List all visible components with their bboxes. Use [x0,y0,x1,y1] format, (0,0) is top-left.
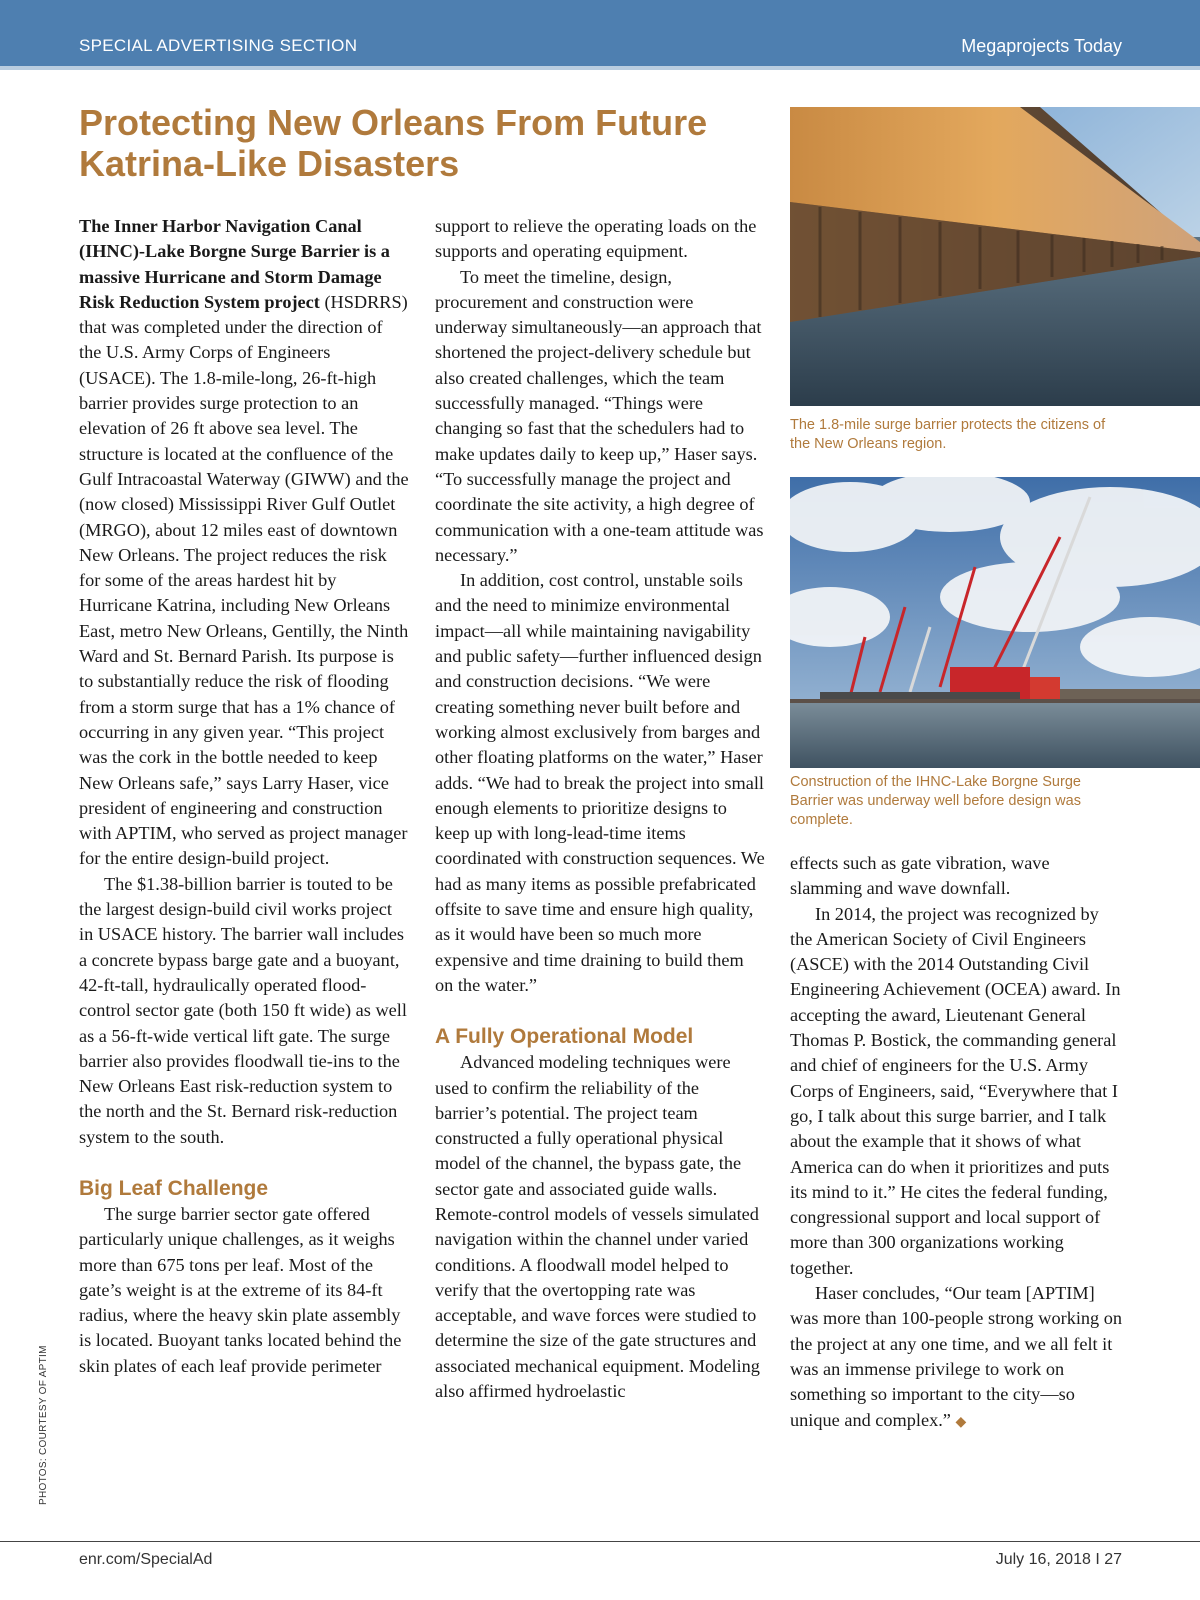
article-column-3 [790,851,1125,1435]
article-column-2 [435,214,765,1404]
paragraph: In 2014, the project was recognized by the American Society of Civil Engineers (ASCE) with the 2014 Outstanding Civil Engineering Achievement (OCEA) award. In accepting the award, Lieutenant General Thomas P. Bostick, the commanding general and chief of engineers for the U.S. Army Corps of Engineers, said, “Everywhere that I go, I talk about this surge barrier, and I talk about the example that it shows of what America can do when it prioritizes and puts its mind to it.” He cites the federal funding, congressional support and local support of more than 300 organizations working together. [790,903,1121,1278]
article-headline: Protecting New Orleans From Future Katrina-Like Disasters [79,102,708,184]
footer-url: enr.com/SpecialAd [79,1551,213,1568]
surge-barrier-photo-graphic [790,107,1200,406]
article-column-1 [79,214,409,1379]
paragraph: Advanced modeling techniques were used to confirm the reliability of the barrier’s potential. The project team constructed a fully operational physical model of the channel, the bypass gate, the sector gate and associated guide walls. Remote-control models of vessels simulated navigation within the channel under varied conditions. A floodwall model helped to verify that the overtopping rate was acceptable, and wave forces were studied to determine the size of the gate structures and associated mechanical equipment. Modeling also affirmed hydroelastic [435,1052,760,1402]
photo-caption-2: Construction of the IHNC-Lake Borgne Surge Barrier was underway well before design was complete. [790,774,1081,828]
subhead-big-leaf: Big Leaf Challenge [79,1176,269,1200]
construction-cranes-photo [790,477,1200,768]
footer-date-page: July 16, 2018 I 27 [995,1551,1122,1568]
closing-text: Haser concludes, “Our team [APTIM] was more than 100-people strong working on the project at any one time, and we all felt it was an immense privilege to work on something so important to the city—so unique and complex.” [790,1283,1123,1430]
photo-credit: PHOTOS: COURTESY OF APTIM [38,1345,49,1505]
intro-paragraph [79,214,409,872]
paragraph: effects such as gate vibration, wave slamming and wave downfall. [790,853,1050,899]
footer-rule [0,1541,1200,1542]
paragraph: support to relieve the operating loads on the supports and operating equipment. [435,216,757,262]
diamond-icon: ◆ [955,1414,967,1430]
intro-text: (HSDRRS) that was completed under the direction of the U.S. Army Corps of Engineers (USACE). The 1.8-mile-long, 26-ft-high barrier provides surge protection to an elevation of 26 ft above sea level. The structure is located at the confluence of the Gulf Intracoastal Waterway (GIWW) and the (now closed) Mississippi River Gulf Outlet (MRGO), about 12 miles east of downtown New Orleans. The project reduces the risk for some of the areas hardest hit by Hurricane Katrina, including New Orleans East, metro New Orleans, Gentilly, the Ninth Ward and St. Bernard Parish. Its purpose is to substantially reduce the risk of flooding from a storm surge that has a 1% chance of occurring in any given year. “This project was the cork in the bottle needed to keep New Orleans safe,” says Larry Haser, vice president of engineering and construction with APTIM, who served as project manager for the entire design-build project. [79,291,409,869]
header-rule [0,66,1200,70]
section-label: SPECIAL ADVERTISING SECTION [79,36,358,55]
surge-barrier-photo [790,107,1200,406]
paragraph: The $1.38-billion barrier is touted to be the largest design-build civil works project in USACE history. The barrier wall includes a concrete bypass barge gate and a buoyant, 42-ft-tall, hydraulically operated flood-control sector gate (both 150 ft wide) as well as a 56-ft-wide vertical lift gate. The surge barrier also provides floodwall tie-ins to the New Orleans East risk-reduction system to the north and the St. Bernard risk-reduction system to the south. [79,873,407,1147]
header-bar [0,0,1200,66]
photo-caption-1: The 1.8-mile surge barrier protects the citizens of the New Orleans region. [790,417,1106,452]
subhead-operational-model: A Fully Operational Model [435,1025,694,1049]
lead-text: The Inner Harbor Navigation Canal (IHNC)-Lake Borgne Surge Barrier is a massive Hurricane and Storm Damage Risk Reduction System project [79,216,390,312]
paragraph: To meet the timeline, design, procurement and construction were underway simultaneously—an approach that shortened the project-delivery schedule but also created challenges, which the team successfully managed. “Things were changing so fast that the schedulers had to make updates daily to keep up,” Haser says. “To successfully manage the project and coordinate the site activity, a high degree of communication with a one-team attitude was necessary.” [435,266,764,565]
closing-paragraph [790,1281,1125,1435]
paragraph: In addition, cost control, unstable soils and the need to minimize environmental impact—all while maintaining navigability and public safety—further influenced design and construction decisions. “We were creating something never built before and working almost exclusively from barges and other floating platforms on the water,” Haser adds. “We had to break the project into small enough elements to prioritize designs to keep up with long-lead-time items coordinated with construction sequences. We had as many items as possible prefabricated offsite to save time and ensure high quality, as it would have been so much more expensive and time draining to build them on the water.” [435,570,765,995]
publication-name: Megaprojects Today [961,36,1122,56]
construction-cranes-photo-graphic [790,477,1200,768]
paragraph: The surge barrier sector gate offered particularly unique challenges, as it weighs more than 675 tons per leaf. Most of the gate’s weight is at the extreme of its 84-ft radius, where the heavy skin plate assembly is located. Buoyant tanks located behind the skin plates of each leaf provide perimeter [79,1203,402,1376]
